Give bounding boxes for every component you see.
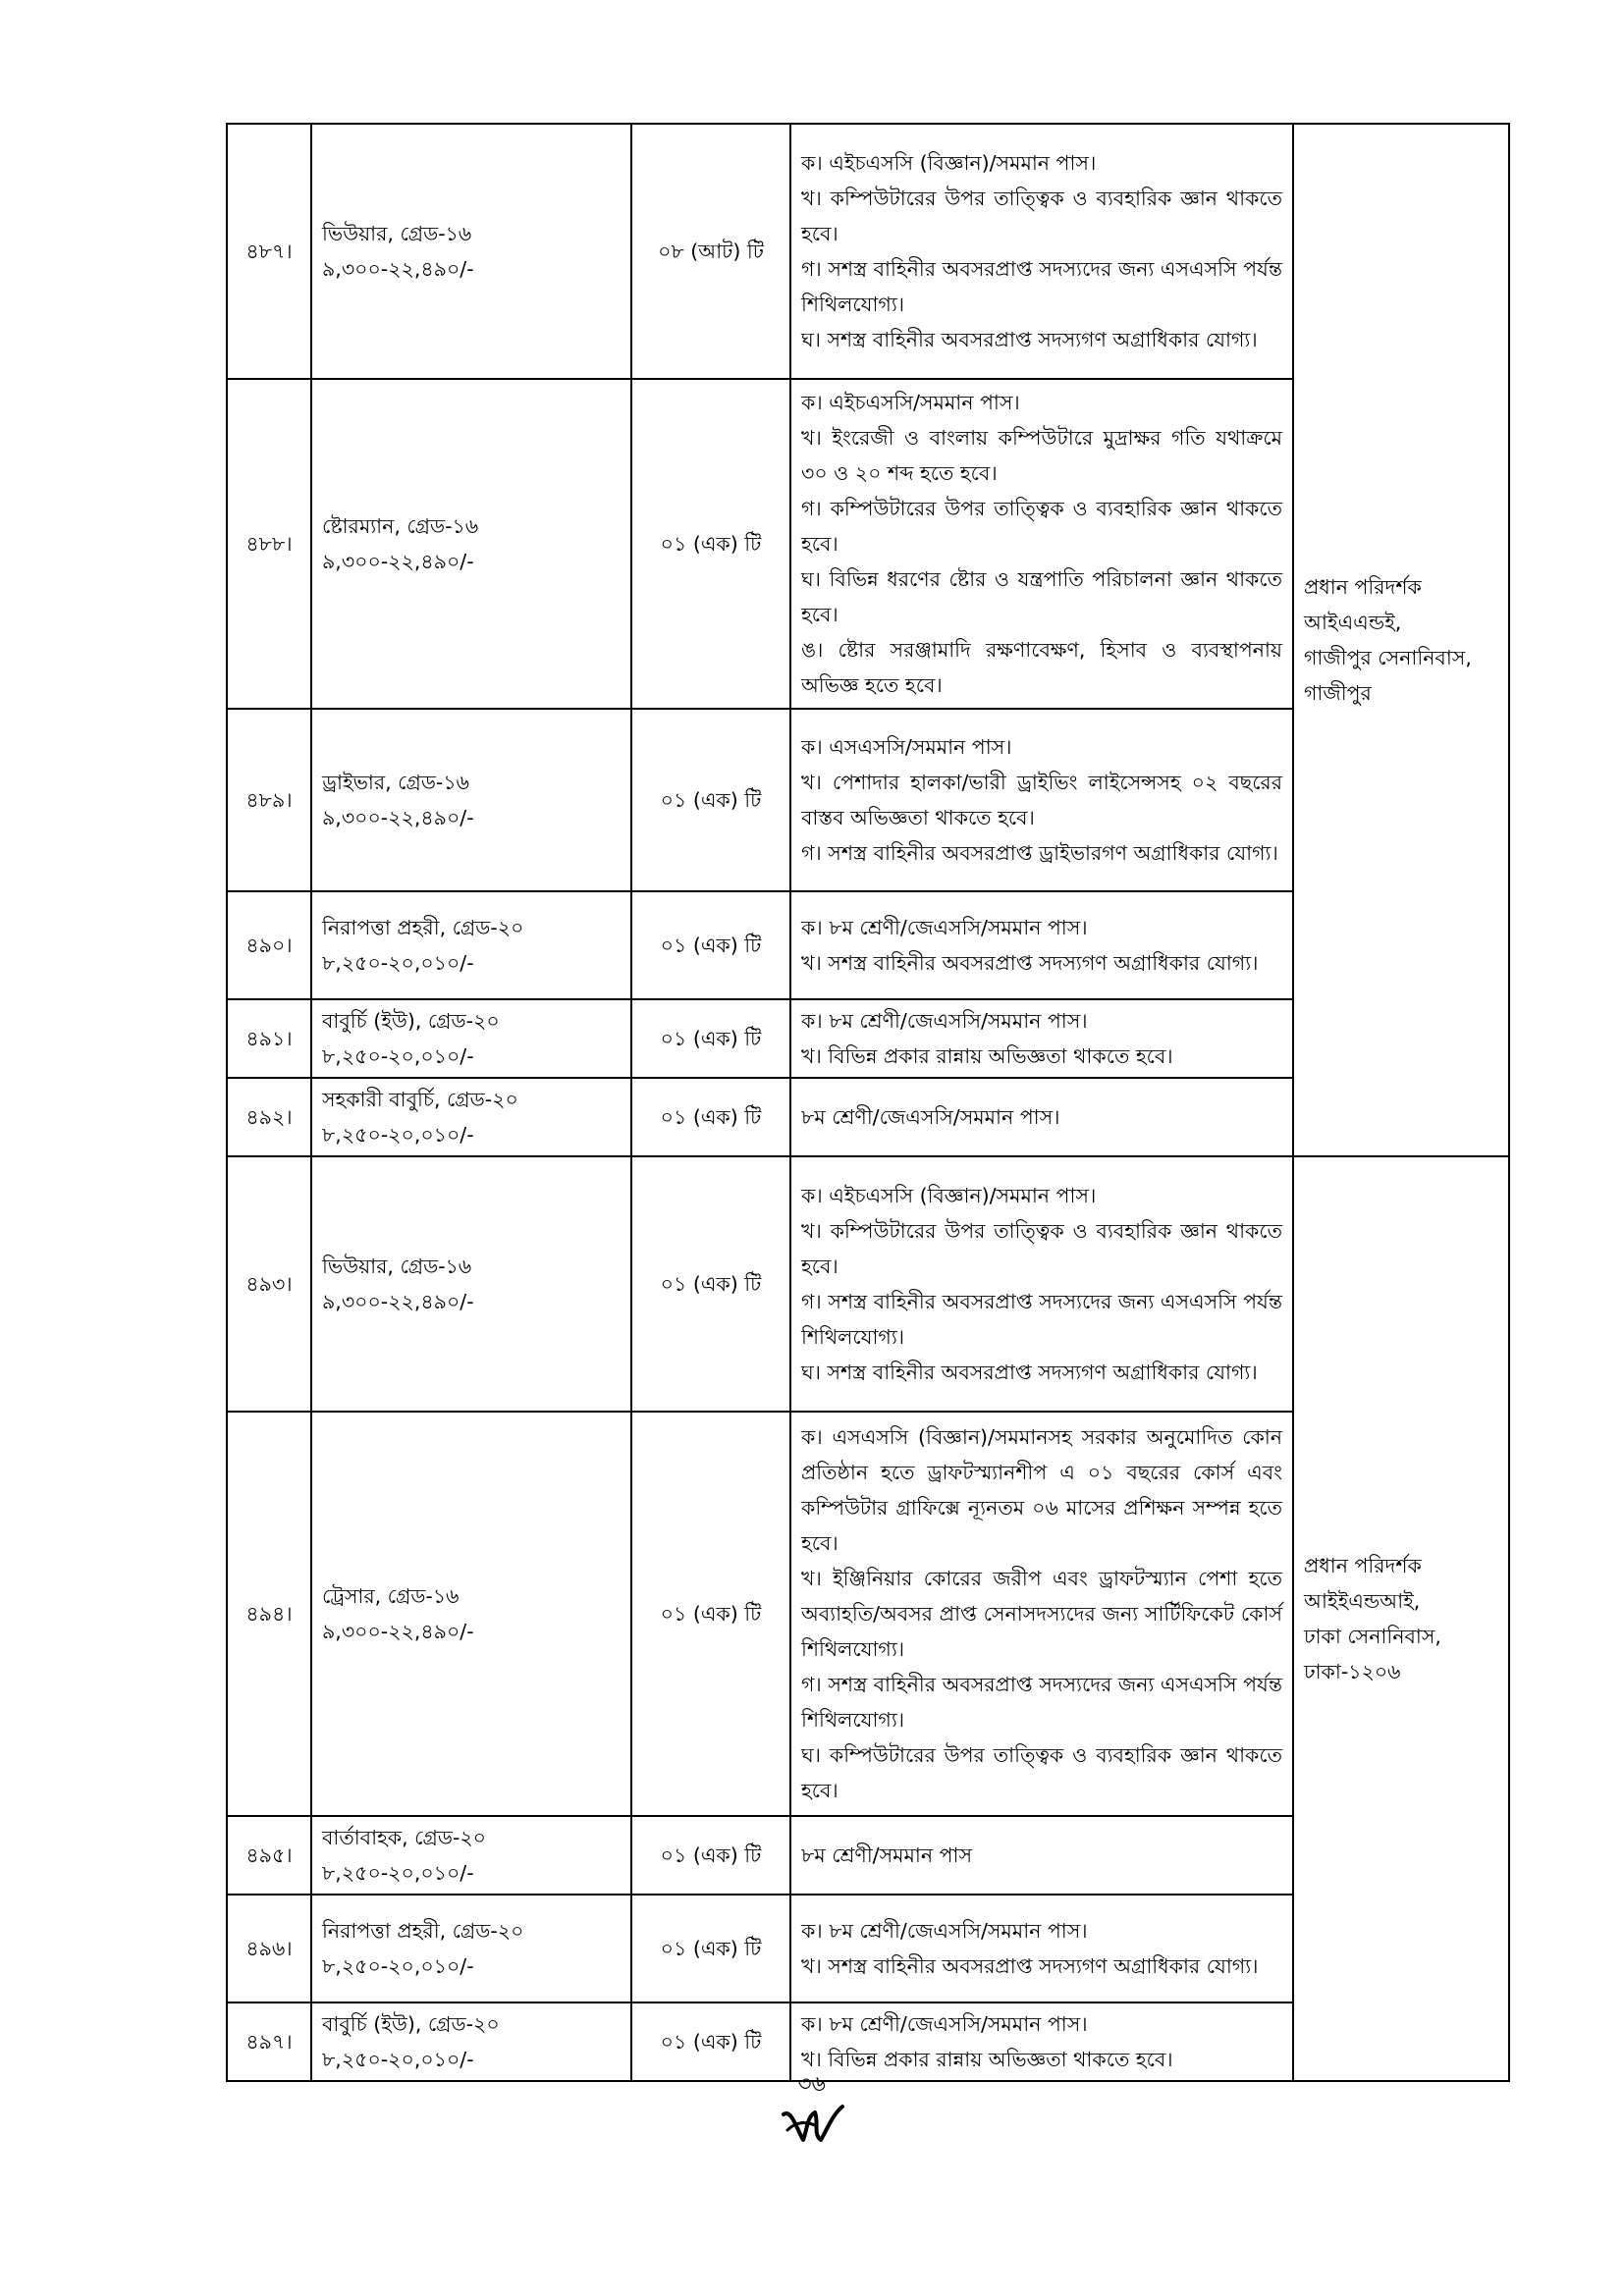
requirement-item: গ। কম্পিউটারের উপর তাত্ত্বিক ও ব্যবহারিক জ্ঞান থাকতে হবে। [801,497,1282,556]
requirements [790,379,1293,709]
requirement-item: ক। ৮ম শ্রেণী/জেএসসি/সমমান পাস। [801,2012,1088,2036]
post-count: ০১ (এক) টি [631,379,790,709]
requirement-item: খ। সশস্ত্র বাহিনীর অবসরপ্রাপ্ত সদস্যগণ অগ্রাধিকার যোগ্য। [801,951,1259,975]
requirement-item: ঘ। সশস্ত্র বাহিনীর অবসরপ্রাপ্ত সদস্যগণ অগ্রাধিকার যোগ্য। [801,328,1258,351]
requirement-item: ক। এসএসসি/সমমান পাস। [801,735,1012,759]
requirement-item: ক। ৮ম শ্রেণী/জেএসসি/সমমান পাস। [801,916,1088,939]
requirement-item: ক। ৮ম শ্রেণী/জেএসসি/সমমান পাস। [801,1919,1088,1943]
requirements [790,999,1293,1078]
authority-line: আইএএন্ডই, [1304,611,1402,634]
requirement-item: ক। ৮ম শ্রেণী/জেএসসি/সমমান পাস। [801,1009,1088,1033]
pay-scale: ৮,২৫০-২০,০১০/- [322,951,474,975]
serial-number: ৪৮৮। [227,379,311,709]
pay-scale: ৮,২৫০-২০,০১০/- [322,1044,474,1068]
authority-line: গাজীপুর [1304,681,1372,705]
requirement-item: খ। ইংরেজী ও বাংলায় কম্পিউটারে মুদ্রাক্ষর গতি যথাক্রমে ৩০ ও ২০ শব্দ হতে হবে। [801,426,1282,485]
pay-scale: ৮,২৫০-২০,০১০/- [322,1123,474,1147]
pay-scale: ৮,২৫০-২০,০১০/- [322,1954,474,1978]
post-count: ০১ (এক) টি [631,1895,790,2002]
post-title: ভিউয়ার, গ্রেড-১৬ [322,222,472,245]
requirement-item: ৮ম শ্রেণী/জেএসসি/সমমান পাস। [801,1105,1060,1129]
post-cell [311,1895,631,2002]
post-cell [311,1156,631,1412]
post-title: ষ্টোরম্যান, গ্রেড-১৬ [322,514,479,538]
requirement-item: খ। বিভিন্ন প্রকার রান্নায় অভিজ্ঞতা থাকতে হবে। [801,1044,1173,1068]
requirement-item: খ। পেশাদার হালকা/ভারী ড্রাইভিং লাইসেন্সসহ ০২ বছরের বাস্তব অভিজ্ঞতা থাকতে হবে। [801,771,1282,829]
requirements [790,1816,1293,1895]
page-number: ৩৬ [797,2072,826,2097]
requirement-item: খ। বিভিন্ন প্রকার রান্নায় অভিজ্ঞতা থাকতে হবে। [801,2048,1173,2071]
requirements [790,709,1293,891]
pay-scale: ৯,৩০০-২২,৪৯০/- [322,257,474,281]
requirement-item: ক। এইচএসসি/সমমান পাস। [801,391,1020,414]
requirement-item: ক। এইচএসসি (বিজ্ঞান)/সমমান পাস। [801,151,1097,175]
serial-number: ৪৯৫। [227,1816,311,1895]
post-cell [311,709,631,891]
serial-number: ৪৯১। [227,999,311,1078]
post-cell [311,1078,631,1156]
serial-number: ৪৮৯। [227,709,311,891]
pay-scale: ৯,৩০০-২২,৪৯০/- [322,806,474,829]
authority-line: প্রধান পরিদর্শক [1304,575,1422,599]
requirement-item: ক। এইচএসসি (বিজ্ঞান)/সমমান পাস। [801,1184,1097,1207]
authority-line: প্রধান পরিদর্শক [1304,1554,1422,1577]
post-title: ড্রাইভার, গ্রেড-১৬ [322,771,469,794]
post-title: ভিউয়ার, গ্রেড-১৬ [322,1255,472,1278]
post-count: ০১ (এক) টি [631,999,790,1078]
pay-scale: ৯,৩০০-২২,৪৯০/- [322,550,474,573]
pay-scale: ৮,২৫০-২০,০১০/- [322,1861,474,1885]
post-title: ট্রেসার, গ্রেড-১৬ [322,1584,460,1608]
requirements [790,124,1293,379]
post-count: ০১ (এক) টি [631,891,790,999]
requirement-item: খ। কম্পিউটারের উপর তাত্ত্বিক ও ব্যবহারিক জ্ঞান থাকতে হবে। [801,187,1282,245]
requirement-item: ক। এসএসসি (বিজ্ঞান)/সমমানসহ সরকার অনুমোদিত কোন প্রতিষ্ঠান হতে ড্রাফটস্ম্যানশীপ এ ০১ বছরের কোর্স এবং কম্পিউটার গ্রাফিক্সে ন্যূনতম ০৬ মাসের প্রশিক্ষন সম্পন্ন হতে হবে। [801,1425,1282,1555]
pay-scale: ৮,২৫০-২০,০১০/- [322,2048,474,2071]
serial-number: ৪৯৩। [227,1156,311,1412]
authority-line: ঢাকা সেনানিবাস, [1304,1625,1441,1648]
requirement-item: গ। সশস্ত্র বাহিনীর অবসরপ্রাপ্ত সদস্যদের জন্য এসএসসি পর্যন্ত শিথিলযোগ্য। [801,257,1282,316]
pay-scale: ৯,৩০০-২২,৪৯০/- [322,1290,474,1313]
serial-number: ৪৯৪। [227,1412,311,1816]
requirement-item: গ। সশস্ত্র বাহিনীর অবসরপ্রাপ্ত ড্রাইভারগণ অগ্রাধিকার যোগ্য। [801,841,1278,865]
post-cell [311,891,631,999]
requirement-item: ঘ। কম্পিউটারের উপর তাত্ত্বিক ও ব্যবহারিক জ্ঞান থাকতে হবে। [801,1743,1282,1802]
table-row [227,124,1509,379]
serial-number: ৪৯০। [227,891,311,999]
requirements [790,1412,1293,1816]
requirement-item: ঘ। বিভিন্ন ধরণের ষ্টোর ও যন্ত্রপাতি পরিচালনা জ্ঞান থাকতে হবে। [801,567,1282,626]
pay-scale: ৯,৩০০-২২,৪৯০/- [322,1620,474,1643]
requirement-item: খ। কম্পিউটারের উপর তাত্ত্বিক ও ব্যবহারিক জ্ঞান থাকতে হবে। [801,1219,1282,1278]
requirements [790,1078,1293,1156]
requirements [790,1156,1293,1412]
post-title: নিরাপত্তা প্রহরী, গ্রেড-২০ [322,1919,524,1943]
post-cell [311,1412,631,1816]
requirements [790,891,1293,999]
authority-line: গাজীপুর সেনানিবাস, [1304,646,1472,669]
post-count: ০১ (এক) টি [631,1412,790,1816]
post-count: ০১ (এক) টি [631,1078,790,1156]
authority-cell [1293,124,1509,1156]
post-count: ০১ (এক) টি [631,2002,790,2081]
post-count: ০১ (এক) টি [631,1156,790,1412]
requirement-item: খ। সশস্ত্র বাহিনীর অবসরপ্রাপ্ত সদস্যগণ অগ্রাধিকার যোগ্য। [801,1954,1259,1978]
authority-cell [1293,1156,1509,2081]
requirement-item: ৮ম শ্রেণী/সমমান পাস [801,1843,972,1867]
post-title: সহকারী বাবুর্চি, গ্রেড-২০ [322,1088,518,1111]
authority-line: আইইএন্ডআই, [1304,1589,1421,1613]
serial-number: ৪৯৭। [227,2002,311,2081]
requirement-item: ঘ। সশস্ত্র বাহিনীর অবসরপ্রাপ্ত সদস্যগণ অগ্রাধিকার যোগ্য। [801,1361,1258,1384]
post-count: ০৮ (আট) টি [631,124,790,379]
table-row [227,1156,1509,1412]
post-count: ০১ (এক) টি [631,1816,790,1895]
post-cell [311,1816,631,1895]
post-title: বাবুর্চি (ইউ), গ্রেড-২০ [322,1009,500,1033]
post-count: ০১ (এক) টি [631,709,790,891]
serial-number: ৪৯৬। [227,1895,311,2002]
requirement-item: গ। সশস্ত্র বাহিনীর অবসরপ্রাপ্ত সদস্যদের জন্য এসএসসি পর্যন্ত শিথিলযোগ্য। [801,1290,1282,1349]
post-title: নিরাপত্তা প্রহরী, গ্রেড-২০ [322,916,524,939]
post-title: বার্তাবাহক, গ্রেড-২০ [322,1826,486,1849]
requirement-item: ঙ। ষ্টোর সরঞ্জামাদি রক্ষণাবেক্ষণ, হিসাব ও ব্যবস্থাপনায় অভিজ্ঞ হতে হবে। [801,638,1282,697]
signature-icon [778,2101,846,2148]
post-cell [311,999,631,1078]
serial-number: ৪৮৭। [227,124,311,379]
job-table [226,123,1510,2082]
post-cell [311,124,631,379]
post-cell [311,379,631,709]
post-title: বাবুর্চি (ইউ), গ্রেড-২০ [322,2012,500,2036]
authority-line: ঢাকা-১২০৬ [1304,1660,1401,1683]
requirement-item: গ। সশস্ত্র বাহিনীর অবসরপ্রাপ্ত সদস্যদের জন্য এসএসসি পর্যন্ত শিথিলযোগ্য। [801,1673,1282,1732]
requirements [790,1895,1293,2002]
serial-number: ৪৯২। [227,1078,311,1156]
requirement-item: খ। ইঞ্জিনিয়ার কোরের জরীপ এবং ড্রাফটস্ম্যান পেশা হতে অব্যাহতি/অবসর প্রাপ্ত সেনাসদস্যদের জন্য সার্টিফিকেট কোর্স শিথিলযোগ্য। [801,1567,1282,1661]
